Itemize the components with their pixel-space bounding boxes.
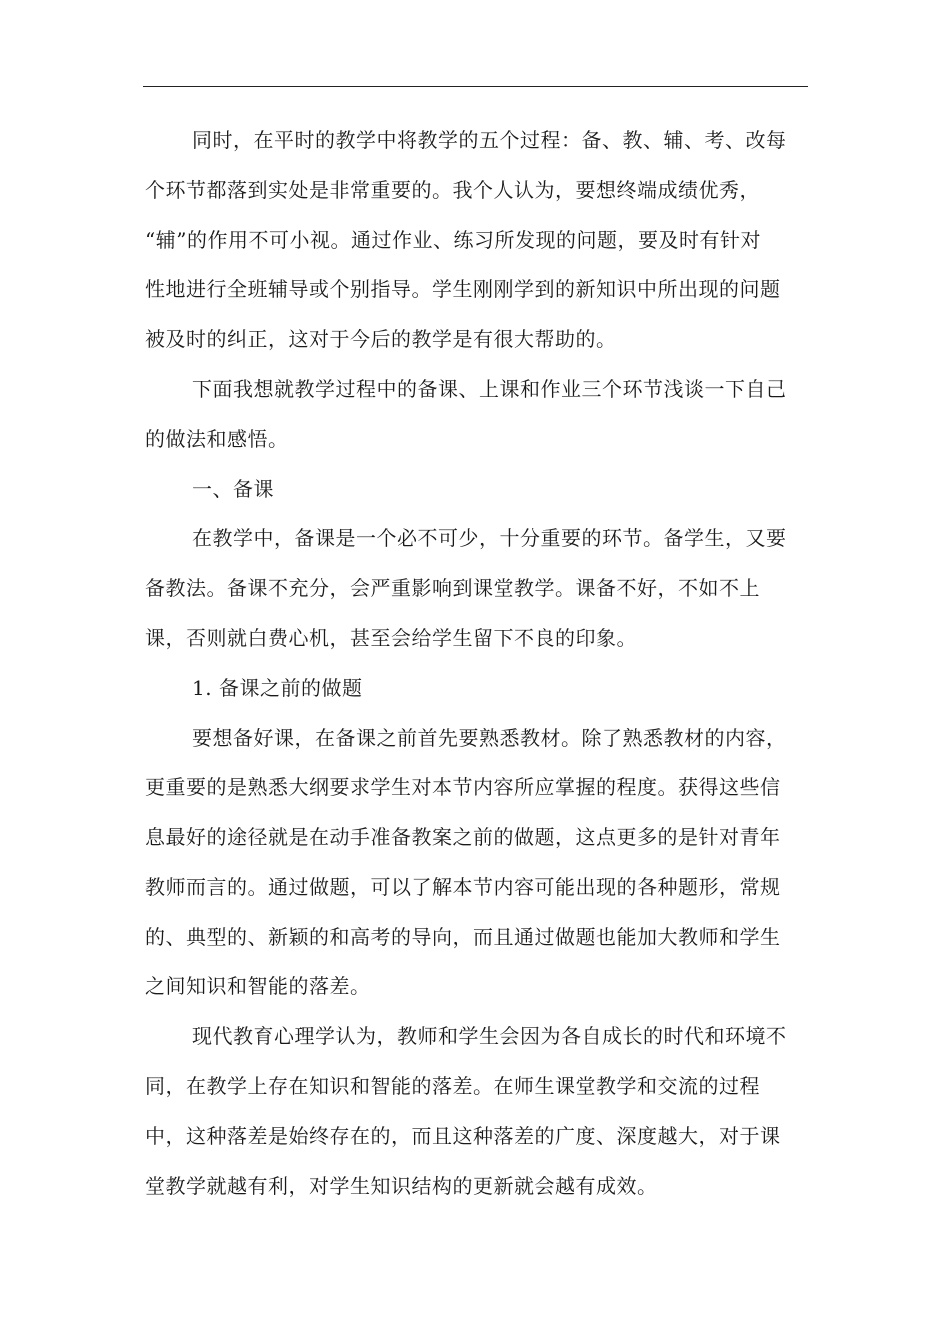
body-text-line: 息最好的途径就是在动手准备教案之前的做题，这点更多的是针对青年 <box>145 825 781 849</box>
section-heading: 一、备课 <box>192 477 274 501</box>
body-text-line: 的、典型的、新颖的和高考的导向，而且通过做题也能加大教师和学生 <box>145 925 781 949</box>
body-text-line: 被及时的纠正，这对于今后的教学是有很大帮助的。 <box>145 327 617 351</box>
body-text-line: 个环节都落到实处是非常重要的。我个人认为，要想终端成绩优秀， <box>145 178 760 202</box>
body-text-line: 同，在教学上存在知识和智能的落差。在师生课堂教学和交流的过程 <box>145 1074 760 1098</box>
body-text-line: 之间知识和智能的落差。 <box>145 974 371 998</box>
body-text-line: 中，这种落差是始终存在的，而且这种落差的广度、深度越大，对于课 <box>145 1124 781 1148</box>
body-text-line: 性地进行全班辅导或个别指导。学生刚刚学到的新知识中所出现的问题 <box>145 277 781 301</box>
body-text-line: 下面我想就教学过程中的备课、上课和作业三个环节浅谈一下自己 <box>192 377 787 401</box>
body-text-line: 同时，在平时的教学中将教学的五个过程：备、教、辅、考、改每 <box>192 128 787 152</box>
body-text-line: 要想备好课，在备课之前首先要熟悉教材。除了熟悉教材的内容， <box>192 726 787 750</box>
body-text-line: 的做法和感悟。 <box>145 427 289 451</box>
body-text-line: 堂教学就越有利，对学生知识结构的更新就会越有成效。 <box>145 1174 658 1198</box>
body-text-line: 更重要的是熟悉大纲要求学生对本节内容所应掌握的程度。获得这些信 <box>145 775 781 799</box>
body-text-line: 教师而言的。通过做题，可以了解本节内容可能出现的各种题形，常规 <box>145 875 781 899</box>
subsection-heading: 1. 备课之前的做题 <box>192 676 363 700</box>
body-text-line: 在教学中，备课是一个必不可少，十分重要的环节。备学生，又要 <box>192 526 787 550</box>
body-text-line: 课，否则就白费心机，甚至会给学生留下不良的印象。 <box>145 626 637 650</box>
body-text-line: 现代教育心理学认为，教师和学生会因为各自成长的时代和环境不 <box>192 1024 787 1048</box>
body-text-line: “辅”的作用不可小视。通过作业、练习所发现的问题，要及时有针对 <box>145 228 761 252</box>
body-text-line: 备教法。备课不充分，会严重影响到课堂教学。课备不好，不如不上 <box>145 576 760 600</box>
header-divider <box>143 86 808 87</box>
